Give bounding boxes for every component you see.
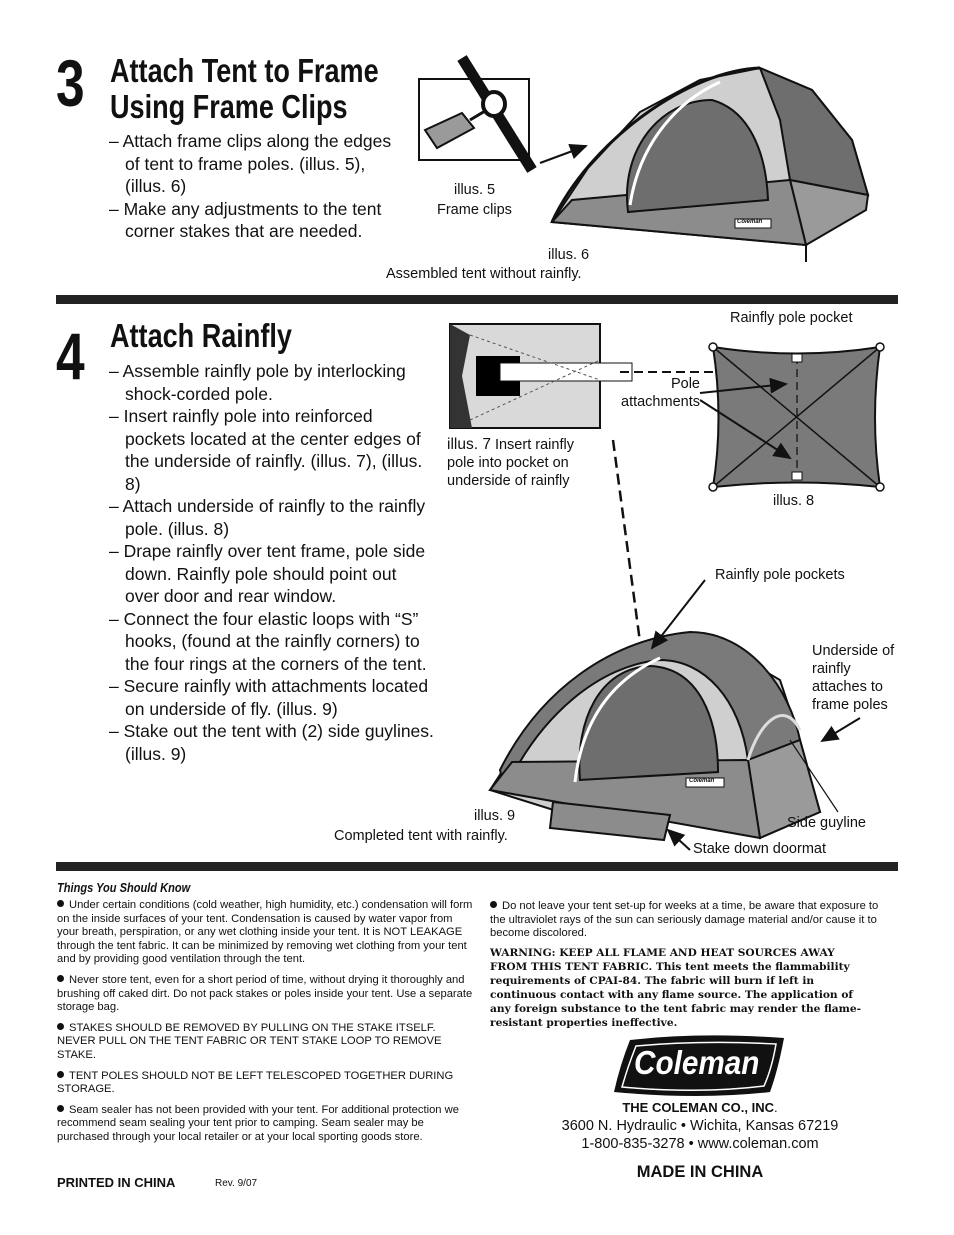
- step4-number: 4: [56, 319, 84, 393]
- made-in-china: MADE IN CHINA: [636, 1163, 764, 1181]
- tip-paragraph: Do not leave your tent set-up for weeks at a time, be aware that exposure to the ultraviolet rays of the sun can seriously damage material and/or cause it to become discolored.: [490, 900, 879, 940]
- tip-paragraph: STAKES SHOULD BE REMOVED BY PULLING ON THE STAKE ITSELF. NEVER PULL ON THE TENT FABRIC OR TENT STAKE LOOP TO REMOVE STAKE.: [57, 1021, 442, 1061]
- step3-item: – Attach frame clips along the edges of tent to frame poles. (illus. 5), (illus. 6): [109, 131, 392, 196]
- bullet-icon: [57, 1105, 64, 1112]
- rainfly-pole-pocket-label: Rainfly pole pocket: [730, 310, 853, 326]
- step4-item: – Secure rainfly with attachments located on underside of fly. (illus. 9): [109, 676, 429, 719]
- illus5-label: illus. 5: [454, 182, 496, 198]
- illus8-rainfly-drawing: [700, 343, 884, 491]
- step4-item: – Stake out the tent with (2) side guylines. (illus. 9): [109, 721, 434, 764]
- stake-doormat-label: Stake down doormat: [693, 841, 826, 857]
- company-name: THE COLEMAN CO., INC: [622, 1100, 775, 1115]
- side-guyline-label: Side guyline: [787, 815, 866, 831]
- step4-item: – Connect the four elastic loops with “S” hooks, (found at the rainfly corners) to the four rings at the corners of the tent.: [109, 608, 427, 674]
- things-right-column: [490, 900, 890, 945]
- step3-number: 3: [56, 46, 84, 120]
- underside-label: Underside of rainfly attaches to frame poles: [812, 643, 895, 713]
- pole-attachments-label: Pole attachments: [621, 376, 700, 410]
- company-name-line: THE COLEMAN CO., INC.: [622, 1100, 778, 1115]
- tip-paragraph: Under certain conditions (cold weather, high humidity, etc.) condensation will form on the inside surfaces of your tent. Condensation is caused by water vapor from your breath, perspiration, or any wet clothing inside your tent. It is NOT LEAKAGE through the tent fabric. It can be minimized by removing wet clothing from your tent and by providing good ventilation through the tent.: [57, 899, 473, 966]
- step3-title-line2: Using Frame Clips: [110, 88, 348, 125]
- step4-title: Attach Rainfly: [110, 317, 292, 354]
- step3-title-line1: Attach Tent to Frame: [110, 52, 379, 89]
- printed-in-china: PRINTED IN CHINA: [57, 1175, 176, 1190]
- step4-item: – Attach underside of rainfly to the rainfly pole. (illus. 8): [109, 496, 426, 539]
- step4-item: – Drape rainfly over tent frame, pole side down. Rainfly pole should point out over door and rear window.: [109, 541, 426, 606]
- illus7-label: illus. 7: [447, 436, 491, 453]
- step3-item: – Make any adjustments to the tent corner stakes that are needed.: [109, 198, 382, 241]
- section-divider: [56, 295, 898, 304]
- illus9-label: illus. 9: [474, 808, 516, 824]
- step4-instructions: [109, 360, 435, 765]
- illus6-label: illus. 6: [548, 247, 590, 263]
- company-address: 3600 N. Hydraulic • Wichita, Kansas 67219: [561, 1118, 839, 1134]
- illus5-frame-clip-drawing: [419, 58, 586, 170]
- things-left-column: [57, 899, 477, 1152]
- revision: Rev. 9/07: [215, 1178, 258, 1189]
- bullet-icon: [57, 900, 64, 907]
- section-divider: [56, 862, 898, 871]
- company-contact: 1-800-835-3278 • www.coleman.com: [581, 1136, 819, 1152]
- illus9-caption: Completed tent with rainfly.: [334, 828, 508, 844]
- bullet-icon: [490, 901, 497, 908]
- registered-mark: ®: [617, 1079, 623, 1086]
- bullet-icon: [57, 1023, 64, 1030]
- things-heading: Things You Should Know: [57, 880, 191, 895]
- bullet-icon: [57, 1071, 64, 1078]
- tent-brand-label: Coleman: [689, 778, 715, 784]
- illus7-caption: Insert rainfly pole into pocket on underside of rainfly: [447, 437, 574, 489]
- rainfly-pole-pockets-label: Rainfly pole pockets: [715, 567, 845, 583]
- tent-brand-label: Coleman: [737, 219, 763, 225]
- illus8-label: illus. 8: [773, 493, 815, 509]
- tip-paragraph: TENT POLES SHOULD NOT BE LEFT TELESCOPED TOGETHER DURING STORAGE.: [57, 1069, 454, 1096]
- illus5-caption: Frame clips: [437, 202, 512, 218]
- coleman-logo-text: Coleman: [634, 1044, 760, 1081]
- illus7-caption-block: [447, 436, 597, 490]
- step3-instructions: [109, 130, 407, 243]
- illus9-tent-drawing: [490, 580, 860, 850]
- tip-paragraph: Seam sealer has not been provided with your tent. For additional protection we recommend seam sealing your tent prior to camping. Seam sealer may be purchased through your local retailer or at your local sporting goods store.: [57, 1103, 459, 1143]
- tip-paragraph: Never store tent, even for a short period of time, without drying it thoroughly and brushing off caked dirt. Do not pack stakes or poles inside your tent. Use a separate storage bag.: [57, 973, 473, 1014]
- step4-item: – Assemble rainfly pole by interlocking shock-corded pole.: [109, 361, 406, 404]
- illus6-caption: Assembled tent without rainfly.: [386, 266, 582, 282]
- bullet-icon: [57, 975, 64, 982]
- flame-warning: WARNING: KEEP ALL FLAME AND HEAT SOURCES AWAY FROM THIS TENT FABRIC. This tent meets the flammability requirements of CPAI-84. The fabric will burn if left in continuous contact with any flame source. The application of any foreign substance to the tent fabric may render the flame-resistant properties ineffective.: [490, 947, 862, 1030]
- step4-item: – Insert rainfly pole into reinforced pockets located at the center edges of the underside of rainfly. (illus. 7), (illus. 8): [109, 406, 423, 494]
- illus6-tent-drawing: [552, 68, 868, 262]
